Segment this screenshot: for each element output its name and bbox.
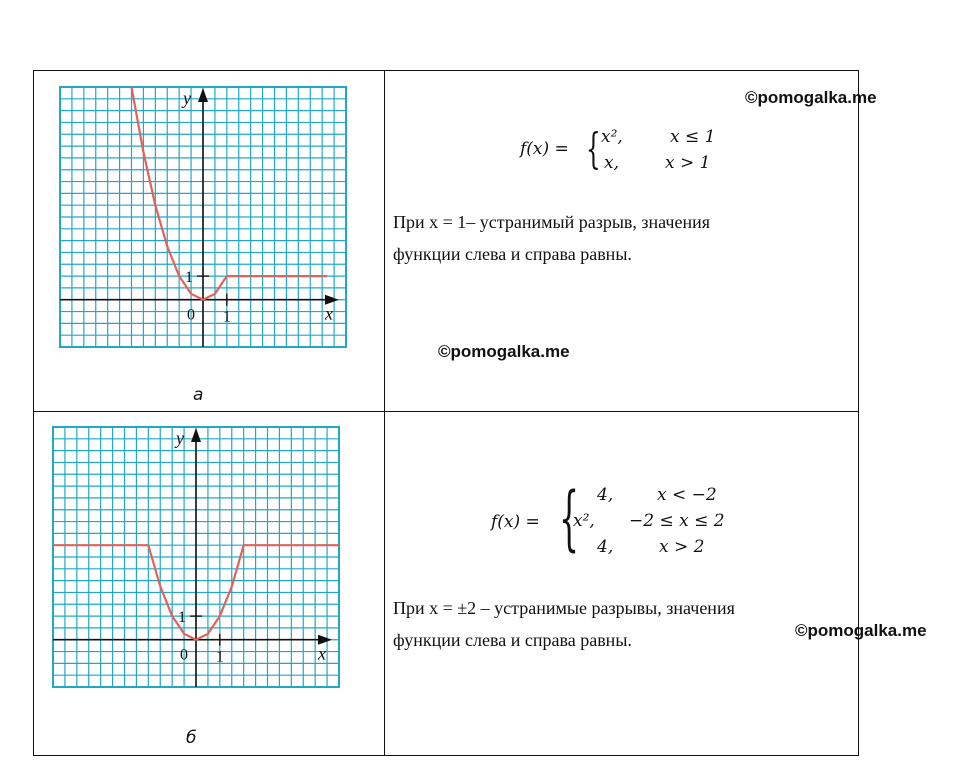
description-a-line-1: При x = 1– устранимый разрыв, значения xyxy=(393,212,711,232)
formula-b-case-1-expr: 4, xyxy=(597,485,614,505)
formula-a-lhs: f(x) = xyxy=(520,139,569,159)
description-a-line-2: функции слева и справа равны. xyxy=(393,244,632,264)
graph-b-canvas xyxy=(50,424,342,690)
formula-b-case-3-cond: x > 2 xyxy=(659,537,705,557)
description-b xyxy=(393,592,843,656)
column-divider xyxy=(384,71,385,755)
graph-a-y-axis-label: y xyxy=(183,88,191,108)
graph-a-y-tick-label: 1 xyxy=(185,269,193,287)
graph-a-origin-label: 0 xyxy=(187,306,195,324)
caption-a: а xyxy=(193,385,204,405)
graph-b-x-tick-label: 1 xyxy=(215,648,224,666)
watermark-middle: ©pomogalka.me xyxy=(438,342,570,361)
formula-b-lhs: f(x) = xyxy=(491,512,540,532)
graph-b xyxy=(50,424,342,690)
graph-b-y-axis-label: y xyxy=(176,428,184,448)
watermark-bottom-right: ©pomogalka.me xyxy=(795,621,927,640)
description-b-line-1: При x = ±2 – устранимые разрывы, значения xyxy=(393,598,735,618)
formula-a-brace: { xyxy=(586,124,601,173)
formula-a-case-2-cond: x > 1 xyxy=(665,153,711,173)
description-a xyxy=(393,206,843,270)
formula-b xyxy=(491,477,761,565)
description-b-line-2: функции слева и справа равны. xyxy=(393,630,632,650)
formula-a-case-2-expr: x, xyxy=(604,153,619,173)
graph-a-x-axis-label: x xyxy=(325,303,333,324)
watermark-top-right: ©pomogalka.me xyxy=(745,88,877,107)
graph-a xyxy=(57,84,349,350)
graph-a-x-tick-label: 1 xyxy=(222,308,231,326)
caption-b: б xyxy=(186,728,197,748)
formula-b-brace: { xyxy=(559,477,580,559)
formula-b-case-1-cond: x < −2 xyxy=(657,485,717,505)
graph-b-y-tick-label: 1 xyxy=(178,609,186,627)
graph-b-x-axis-label: x xyxy=(318,643,326,664)
formula-a-case-1-cond: x ≤ 1 xyxy=(670,127,716,147)
formula-a xyxy=(520,125,750,181)
formula-b-case-2-cond: −2 ≤ x ≤ 2 xyxy=(629,511,725,531)
formula-b-case-3-expr: 4, xyxy=(597,537,614,557)
graph-a-canvas xyxy=(57,84,349,350)
formula-a-case-1-expr: x², xyxy=(601,127,623,147)
row-divider xyxy=(34,411,858,412)
formula-b-case-2-expr: x², xyxy=(573,511,595,531)
graph-b-origin-label: 0 xyxy=(180,646,188,664)
